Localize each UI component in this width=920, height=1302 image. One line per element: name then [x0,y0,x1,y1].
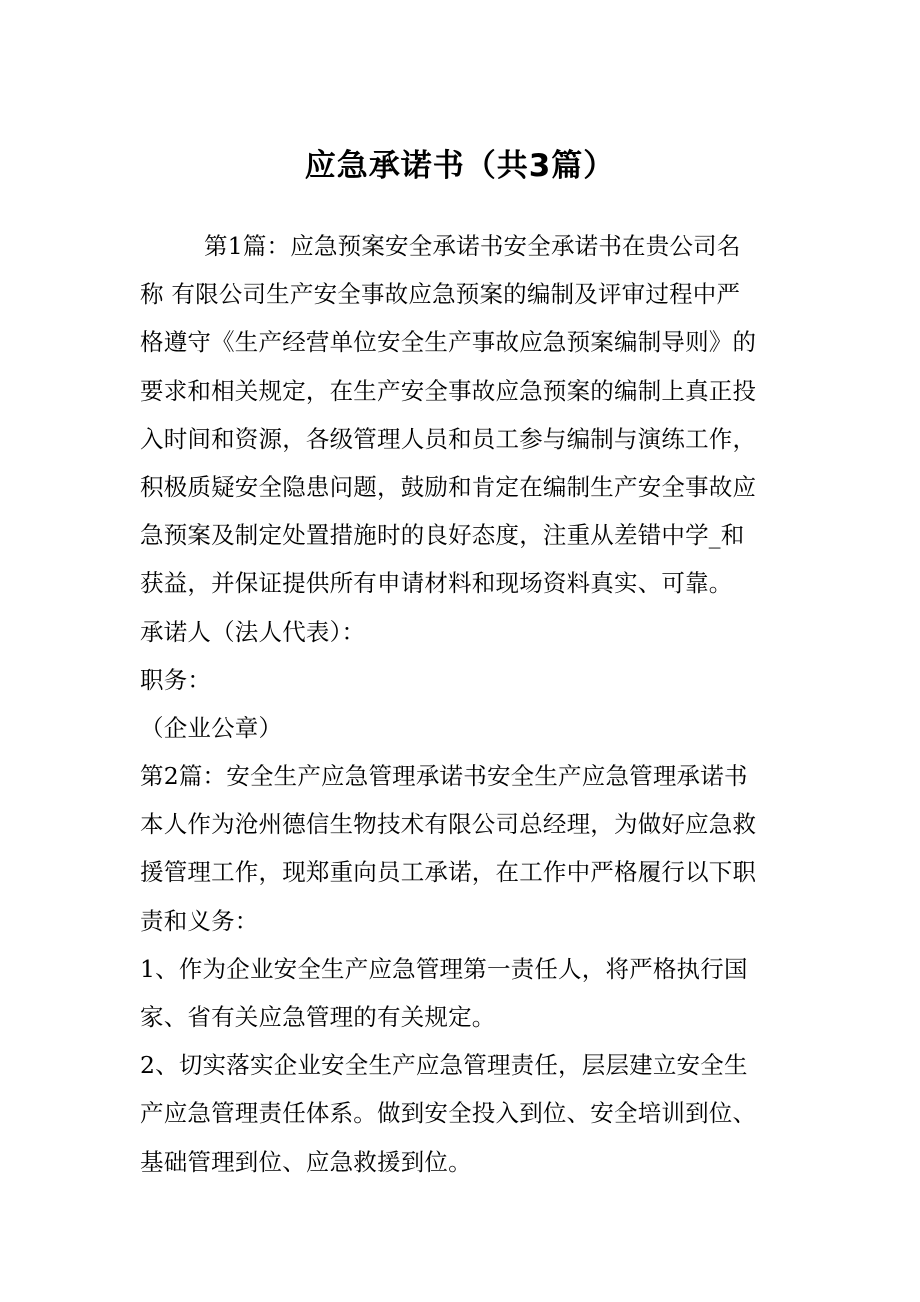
text-line: 2、切实落实企业安全生产应急管理责任，层层建立安全生 [140,1051,748,1080]
document-title: 应急承诺书（共3篇） [304,148,616,184]
text-line: 本人作为沧州德信生物技术有限公司总经理，为做好应急救 [140,810,757,839]
text-line: 称 有限公司生产安全事故应急预案的编制及评审过程中严 [140,280,741,309]
text-line: 获益，并保证提供所有申请材料和现场资料真实、可靠。 [140,569,733,598]
text-line: 急预案及制定处置措施时的良好态度，注重从差错中学_和 [140,521,745,550]
text-line: 产应急管理责任体系。做到安全投入到位、安全培训到位、 [140,1099,757,1128]
text-line: 要求和相关规定，在生产安全事故应急预案的编制上真正投 [140,376,757,405]
text-line: 格遵守《生产经营单位安全生产事故应急预案编制导则》的 [140,328,757,357]
signatory-label: 承诺人（法人代表）： [140,617,366,646]
text-line: 积极质疑安全隐患问题，鼓励和肯定在编制生产安全事故应 [140,472,757,501]
text-line: 第1篇：应急预案安全承诺书安全承诺书在贵公司名 [204,232,741,260]
document-body [140,222,800,1186]
position-label: 职务： [140,665,212,694]
text-line: 1、作为企业安全生产应急管理第一责任人，将严格执行国 [140,954,748,983]
company-seal-label: （企业公章） [140,713,283,742]
text-line: 援管理工作，现郑重向员工承诺，在工作中严格履行以下职 [140,858,757,887]
text-line: 第2篇：安全生产应急管理承诺书安全生产应急管理承诺书 [140,762,748,791]
text-line: 入时间和资源，各级管理人员和员工参与编制与演练工作， [140,424,757,453]
text-line: 家、省有关应急管理的有关规定。 [140,1003,496,1031]
text-line: 基础管理到位、应急救援到位。 [140,1147,472,1176]
text-line: 责和义务： [140,906,259,935]
